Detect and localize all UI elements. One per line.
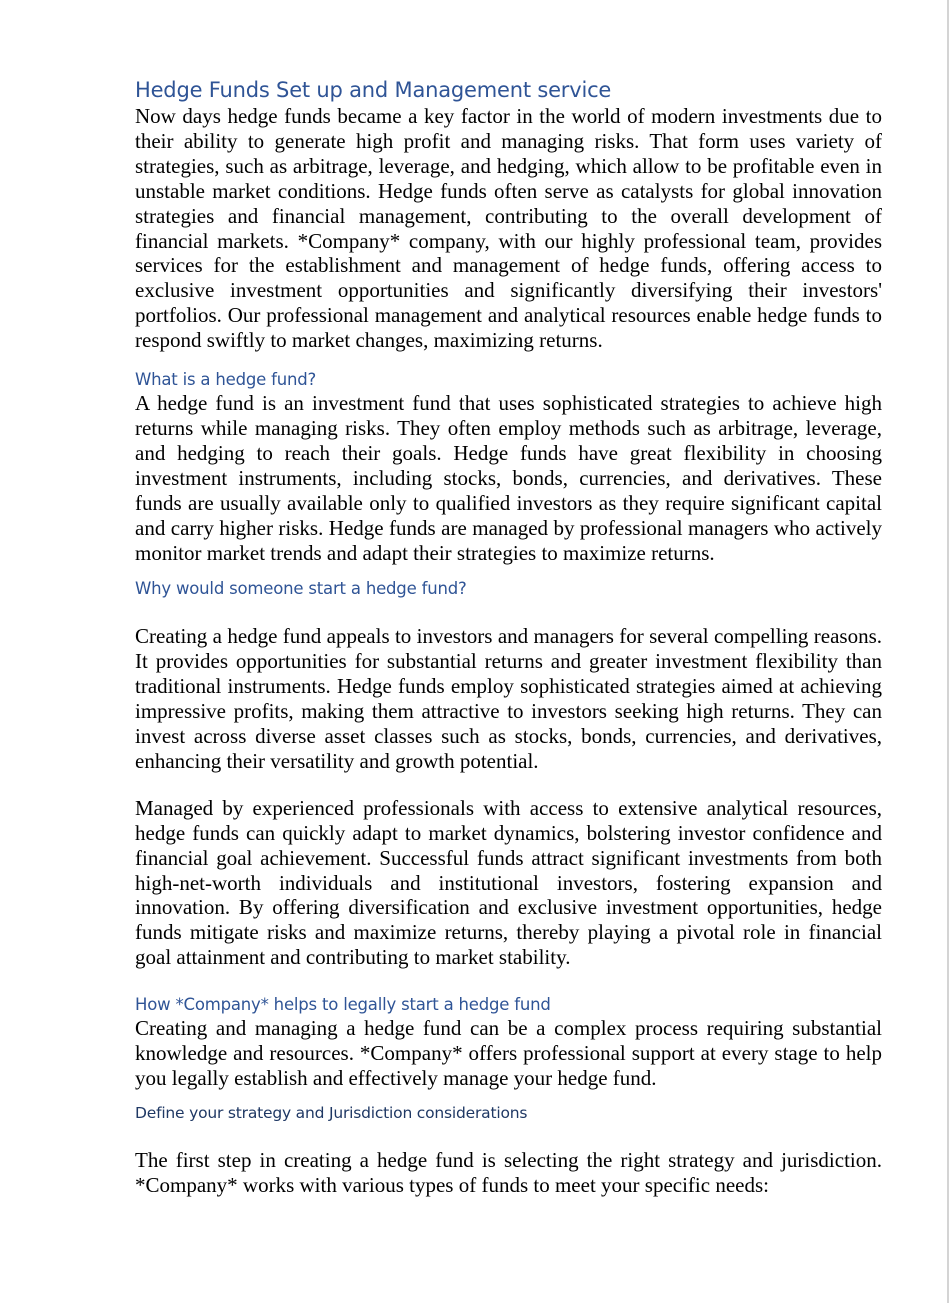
section-heading-strategy-jurisdiction: Define your strategy and Jurisdiction considerations <box>135 1103 528 1122</box>
section-paragraph: Managed by experienced professionals with access to extensive analytical resources, hedge funds can quickly adapt to market dynamics, bolstering investor confidence and financial goal achievement. Successful funds attract significant investments from both high-net-worth individuals and institutional investors, fostering expansion and innovation. By offering diversification and exclusive investment opportunities, hedge funds mitigate risks and maximize returns, thereby playing a pivotal role in financial goal attainment and contributing to market stability. <box>135 795 882 970</box>
section-paragraph: Creating a hedge fund appeals to investors and managers for several compelling reasons. It provides opportunities for substantial returns and greater investment flexibility than traditional instruments. Hedge funds employ sophisticated strategies aimed at achieving impressive profits, making them attractive to investors seeking high returns. They can invest across diverse asset classes such as stocks, bonds, currencies, and derivatives, enhancing their versatility and growth potential. <box>135 624 882 773</box>
section-paragraph: The first step in creating a hedge fund is selecting the right strategy and jurisdiction. *Company* works with various types of funds to meet your specific needs: <box>135 1147 882 1197</box>
section-paragraph: A hedge fund is an investment fund that uses sophisticated strategies to achieve high returns while managing risks. They often employ methods such as arbitrage, leverage, and hedging to reach their goals. Hedge funds have great flexibility in choosing investment instruments, including stocks, bonds, currencies, and derivatives. These funds are usually available only to qualified investors as they require significant capital and carry higher risks. Hedge funds are managed by professional managers who actively monitor market trends and adapt their strategies to maximize returns. <box>135 391 882 565</box>
intro-paragraph: Now days hedge funds became a key factor in the world of modern investments due to their ability to generate high profit and managing risks. That form uses variety of strategies, such as arbitrage, leverage, and hedging, which allow to be profitable even in unstable market conditions. Hedge funds often serve as catalysts for global innovation strategies and financial management, contributing to the overall development of financial markets. *Company* company, with our highly professional team, provides services for the establishment and management of hedge funds, offering access to exclusive investment opportunities and significantly diversifying their investors' portfolios. Our professional management and analytical resources enable hedge funds to respond swiftly to market changes, maximizing returns. <box>135 104 882 353</box>
section-heading-what-is: What is a hedge fund? <box>135 370 317 390</box>
document-title: Hedge Funds Set up and Management service <box>135 78 612 102</box>
section-heading-why-start: Why would someone start a hedge fund? <box>135 579 467 599</box>
section-paragraph: Creating and managing a hedge fund can be a complex process requiring substantial knowledge and resources. *Company* offers professional support at every stage to help you legally establish and effectively manage your hedge fund. <box>135 1016 882 1090</box>
section-heading-how-company-helps: How *Company* helps to legally start a hedge fund <box>135 995 551 1015</box>
document-body <box>135 76 882 1198</box>
